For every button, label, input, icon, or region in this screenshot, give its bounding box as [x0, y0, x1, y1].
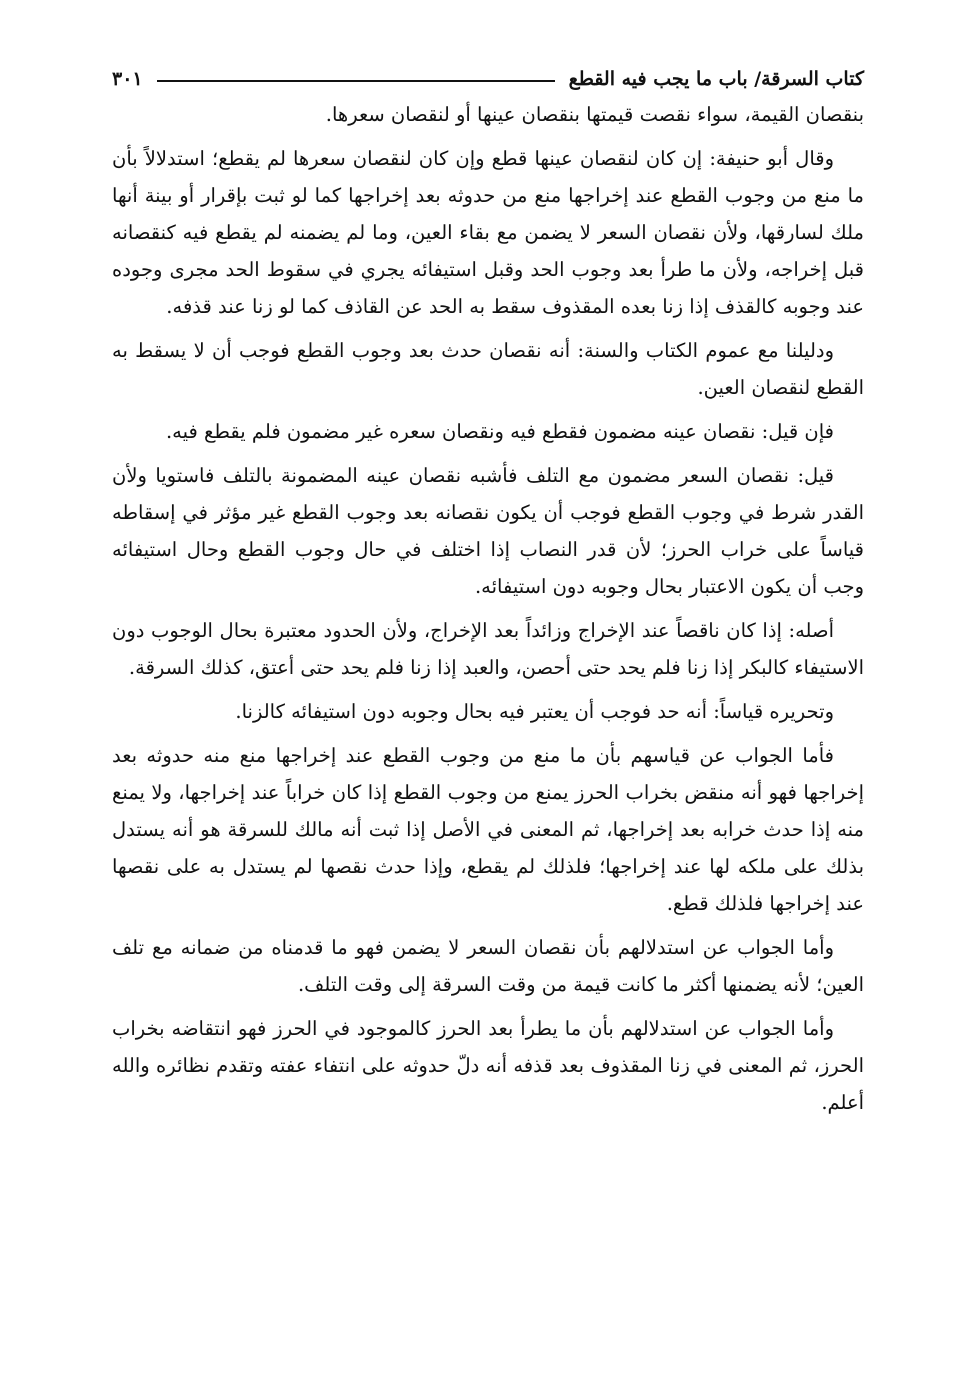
paragraph-2: وقال أبو حنيفة: إن كان لنقصان عينها قطع وإن كان لنقصان سعرها لم يقطع؛ استدلالاً بأن ما منع من وجوب القطع عند إخراجها منع من حدوثه بعد إخراجها كما لو ثبت بإقرار أو بينة أنها ملك لسارقها، ولأن نقصان السعر لا يضمن مع بقاء العين، وما لم يضمنه لم يقطع فيه كنقصانه قبل إخراجه، ولأن ما طرأ بعد وجوب الحد وقبل استيفائه يجري في سقوط الحد مجرى وجوده عند وجوبه كالقذف إذا زنا بعده المقذوف سقط به الحد عن القاذف كما لو زنا عند قذفه.: [112, 147, 864, 318]
paragraph-3: ودليلنا مع عموم الكتاب والسنة: أنه نقصان حدث بعد وجوب القطع فوجب أن لا يسقط به القطع لنقصان العين.: [112, 339, 864, 399]
page-header: [112, 62, 864, 96]
paragraph-4: فإن قيل: نقصان عينه مضمون فقطع فيه ونقصان سعره غير مضمون فلم يقطع فيه.: [165, 420, 834, 443]
page-number: ٣٠١: [112, 68, 143, 90]
header-rule: [157, 80, 555, 82]
paragraph-9: وأما الجواب عن استدلالهم بأن نقصان السعر لا يضمن فهو ما قدمناه من ضمانه مع تلف العين؛ لأنه يضمنها أكثر ما كانت قيمة من وقت السرقة إلى وقت التلف.: [112, 936, 864, 996]
paragraph-7: وتحريره قياساً: أنه حد فوجب أن يعتبر فيه بحال وجوبه دون استيفائه كالزنا.: [235, 700, 834, 723]
paragraph-5: قيل: نقصان السعر مضمون مع التلف فأشبه نقصان عينه المضمونة بالتلف فاستويا ولأن القدر شرط في وجوب القطع فوجب أن يكون نقصانه بعد وجوب القطع غير مؤثر في إسقاطه قياساً على خراب الحرز؛ لأن قدر النصاب إذا اختلف في حال وجوب القطع وحال استيفائه وجب أن يكون الاعتبار بحال وجوبه دون استيفائه.: [112, 464, 864, 598]
paragraph-1: بنقصان القيمة، سواء نقصت قيمتها بنقصان عينها أو لنقصان سعرها.: [325, 103, 864, 126]
running-title: كتاب السرقة/ باب ما يجب فيه القطع: [568, 68, 864, 90]
paragraph-10: وأما الجواب عن استدلالهم بأن ما يطرأ بعد الحرز كالموجود في الحرز فهو انتقاضه بخراب الحرز، ثم المعنى في زنا المقذوف بعد قذفه أنه دلّ حدوثه على انتفاء عفته وتقدم نظائره والله أعلم.: [112, 1017, 864, 1114]
body-text: [112, 96, 864, 1128]
paragraph-8: فأما الجواب عن قياسهم بأن ما منع من وجوب القطع عند إخراجها منع منه حدوثه بعد إخراجها فهو أنه منقض بخراب الحرز يمنع من وجوب القطع إذا كان خراباً عند إخراجها، ولا يمنع منه إذا حدث خرابه بعد إخراجها، ثم المعنى في الأصل إذا ثبت أنه مالك للسرقة هو أنه يستدل بذلك على ملكه لها عند إخراجها؛ فلذلك لم يقطع، وإذا حدث نقصها لم يستدل به على نقصها عند إخراجها فلذلك قطع.: [112, 744, 864, 915]
paragraph-6: أصله: إذا كان ناقصاً عند الإخراج وزائداً بعد الإخراج، ولأن الحدود معتبرة بحال الوجوب دون الاستيفاء كالبكر إذا زنا فلم يحد حتى أحصن، والعبد إذا زنا فلم يحد حتى أعتق، كذلك السرقة.: [112, 619, 864, 679]
